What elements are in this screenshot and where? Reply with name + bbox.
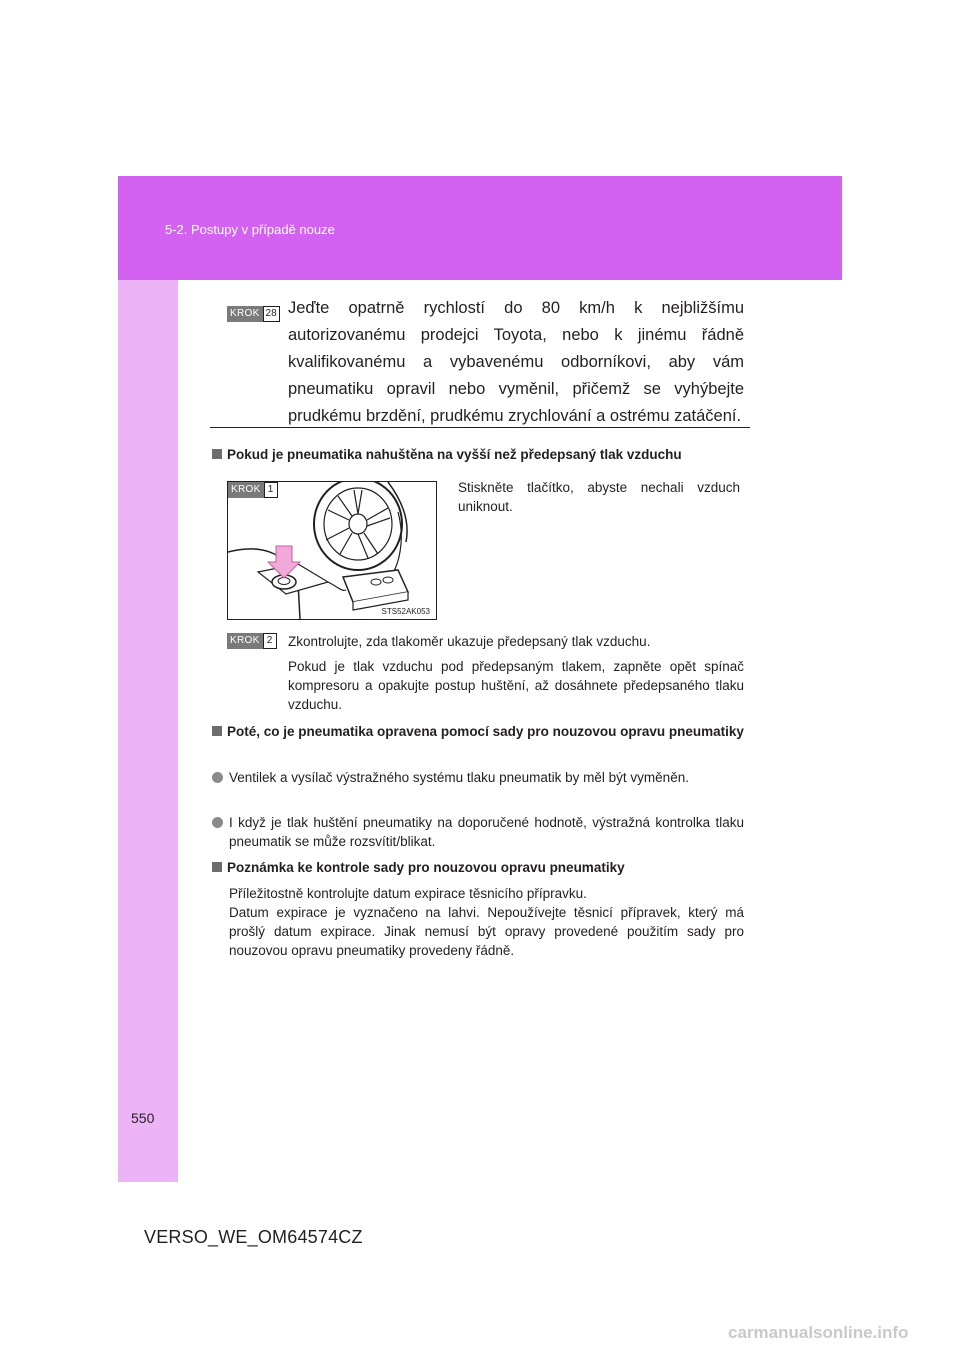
list-item: I když je tlak huštění pneumatiky na doporučené hodnotě, výstražná kontrolka tlaku pneumatik se může rozsvítit/blikat. [212, 813, 744, 851]
wheel-compressor-illustration [228, 482, 436, 619]
step-1-badge [228, 482, 278, 498]
round-bullet-icon [212, 817, 223, 828]
heading-kit-check: Poznámka ke kontrole sady pro nouzovou opravu pneumatiky [212, 858, 744, 877]
heading-overinflated: Pokud je pneumatika nahuštěna na vyšší než předepsaný tlak vzduchu [212, 445, 744, 464]
square-bullet-icon [212, 726, 222, 736]
step-28-text: Jeďte opatrně rychlostí do 80 km/h k nejbližšímu autorizovanému prodejci Toyota, nebo k jinému řádně kvalifikovanému a vybavenému odborníkovi, aby vám pneumatiku opravil nebo vyměnil, přičemž se vyhýbejte prudkému brzdění, prudkému zrychlování a ostrému zatáčení. [288, 299, 744, 425]
square-bullet-icon [212, 862, 222, 872]
krok-label: KROK [227, 633, 263, 649]
krok-label: KROK [228, 482, 264, 498]
krok-number: 1 [264, 482, 278, 498]
heading-after-repair: Poté, co je pneumatika opravena pomocí sady pro nouzovou opravu pneumatiky [212, 722, 744, 741]
krok-number: 2 [263, 633, 277, 649]
kit-check-line-2: Datum expirace je vyznačeno na lahvi. Nepoužívejte těsnicí přípravek, který má prošlý datum expirace. Jinak nemusí být opravy provedené použitím sady pro nouzovou opravu pneumatiky provedeny řádně. [229, 905, 744, 958]
krok-label: KROK [227, 306, 263, 322]
step-28-badge [227, 306, 280, 322]
step-2-note: Pokud je tlak vzduchu pod předepsaným tlakem, zapněte opět spínač kompresoru a opakujte postup huštění, až dosáhnete předepsaného tlaku vzduchu. [288, 659, 744, 712]
divider [210, 427, 750, 428]
figure-code: STS52AK053 [381, 607, 430, 616]
illustration-compressor [227, 481, 437, 620]
watermark: carmanualsonline.info [728, 1323, 909, 1342]
list-item: Ventilek a vysílač výstražného systému tlaku pneumatik by měl být vyměněn. [212, 768, 744, 787]
round-bullet-icon [212, 772, 223, 783]
document-code: VERSO_WE_OM64574CZ [144, 1227, 363, 1247]
step-2-text: Zkontrolujte, zda tlakoměr ukazuje předepsaný tlak vzduchu. [288, 634, 651, 649]
step-2-badge [227, 633, 277, 649]
krok-number: 28 [263, 306, 280, 322]
side-band [118, 280, 178, 1182]
kit-check-line-1: Příležitostně kontrolujte datum expirace těsnicího přípravku. [229, 886, 587, 901]
step-1-text: Stiskněte tlačítko, abyste nechali vzduch uniknout. [458, 480, 740, 514]
section-title: 5-2. Postupy v případě nouze [165, 222, 335, 237]
square-bullet-icon [212, 449, 222, 459]
page-number: 550 [131, 1110, 155, 1126]
